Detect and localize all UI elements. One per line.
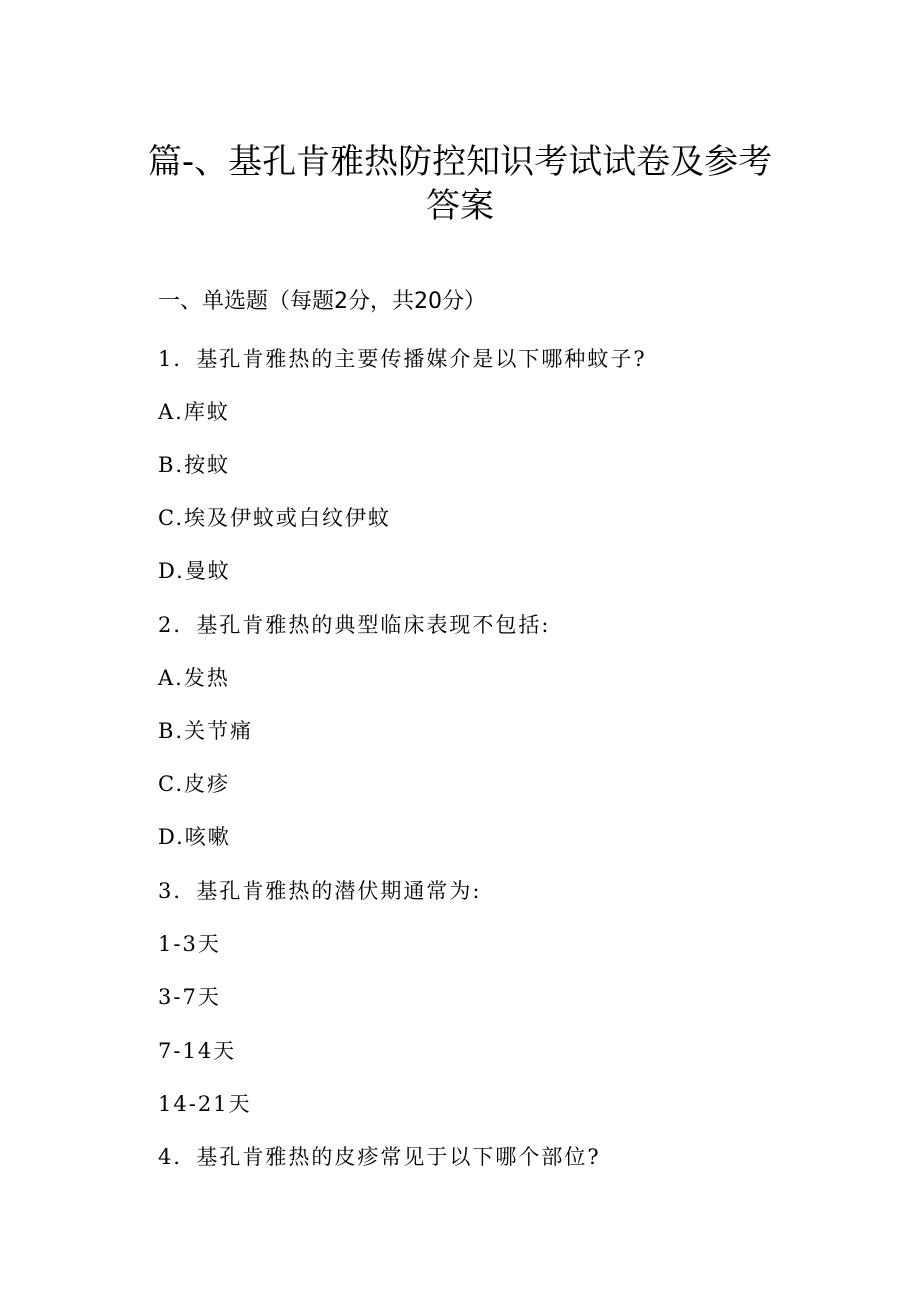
question-3-option-3: 7-14天 (158, 1039, 237, 1063)
question-2-option-d: D.咳嗽 (158, 825, 231, 849)
title-line-2: 答案 (426, 186, 494, 226)
question-1-option-d: D.曼蚊 (158, 559, 231, 583)
title-line-1: 篇-、基孔肯雅热防控知识考试试卷及参考 (147, 142, 773, 182)
question-2-option-b: B.关节痛 (158, 719, 254, 743)
question-1-option-a: A.库蚊 (158, 400, 230, 424)
question-3-option-2: 3-7天 (158, 985, 221, 1009)
section-heading-single-choice: 一、单选题（每题2分，共20分） (158, 289, 486, 314)
question-3-option-1: 1-3天 (158, 932, 221, 956)
question-1-option-c: C.埃及伊蚊或白纹伊蚊 (158, 506, 391, 530)
question-3-option-4: 14-21天 (158, 1092, 252, 1116)
question-2-stem: 2．基孔肯雅热的典型临床表现不包括: (158, 613, 551, 637)
question-1-option-b: B.按蚊 (158, 453, 231, 477)
question-4-stem: 4．基孔肯雅热的皮疹常见于以下哪个部位? (158, 1145, 601, 1169)
question-2-option-a: A.发热 (158, 666, 230, 690)
document-title (0, 140, 920, 228)
question-1-stem: 1．基孔肯雅热的主要传播媒介是以下哪种蚊子? (158, 347, 647, 371)
question-3-stem: 3．基孔肯雅热的潜伏期通常为: (158, 879, 482, 903)
question-2-option-c: C.皮疹 (158, 772, 230, 796)
